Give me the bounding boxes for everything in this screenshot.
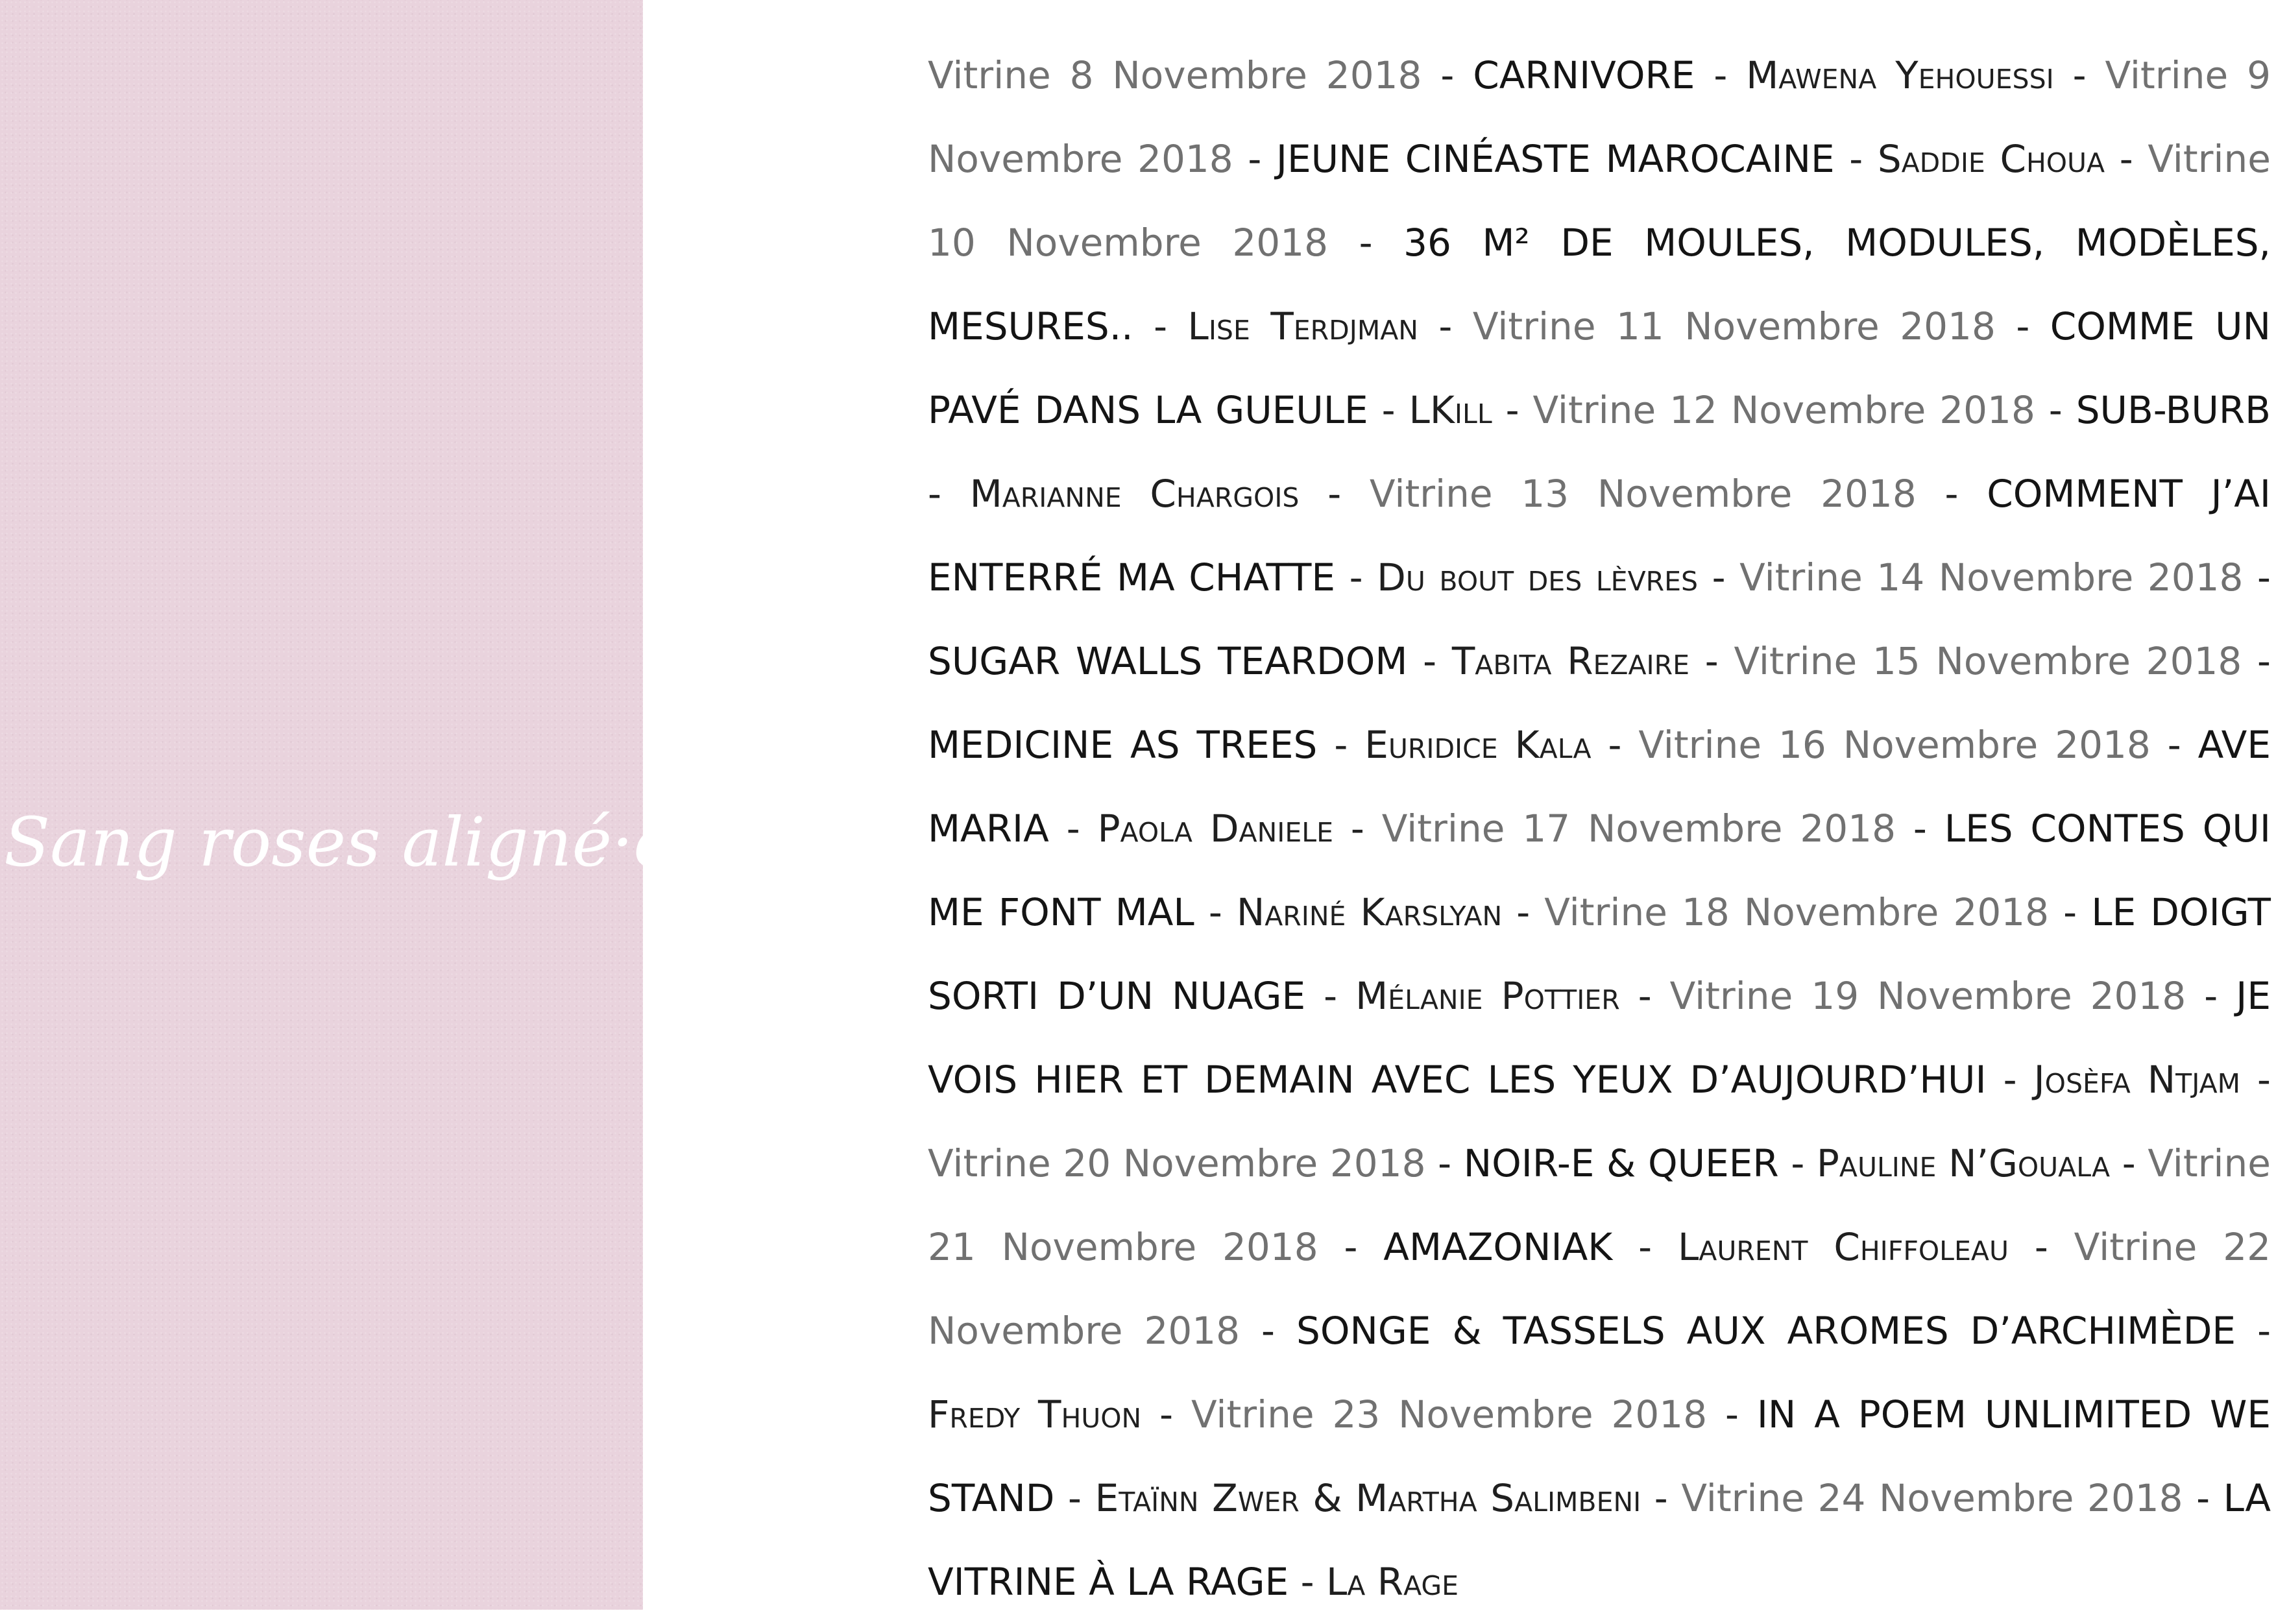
entry-date: Vitrine 19 Novembre 2018 bbox=[1669, 974, 2186, 1018]
entry-date: Vitrine 17 Novembre 2018 bbox=[1381, 806, 1896, 851]
separator: - bbox=[1619, 974, 1670, 1018]
entry-date: Vitrine 16 Novembre 2018 bbox=[1638, 723, 2151, 767]
separator: - bbox=[2008, 1225, 2074, 1269]
entry-artist: Du bout des lèvres bbox=[1377, 555, 1699, 600]
separator: - bbox=[2186, 974, 2236, 1018]
entry-date: Vitrine 13 Novembre 2018 bbox=[1369, 472, 1917, 516]
separator: - bbox=[2236, 1309, 2271, 1353]
separator: - bbox=[1368, 388, 1409, 432]
separator: - bbox=[2035, 388, 2076, 432]
separator: - bbox=[1689, 639, 1734, 683]
entry-date: Vitrine 22 Novembre 2018 bbox=[928, 1225, 2271, 1353]
entry-artist: Pauline N’Gouala bbox=[1816, 1141, 2111, 1185]
entry-title: JE VOIS HIER ET DEMAIN AVEC LES YEUX D’AUJOURD’HUI bbox=[928, 974, 2271, 1102]
separator: - bbox=[1240, 1309, 1296, 1353]
entry-date: Vitrine 15 Novembre 2018 bbox=[1734, 639, 2242, 683]
entry-artist: Laurent Chiffoleau bbox=[1677, 1225, 2009, 1269]
entry-title: IN A POEM UNLIMITED WE STAND bbox=[928, 1392, 2271, 1520]
entry-artist: Mélanie Pottier bbox=[1355, 974, 1620, 1018]
separator: - bbox=[2110, 1141, 2148, 1185]
separator: - bbox=[1778, 1141, 1817, 1185]
separator: - bbox=[1048, 806, 1098, 851]
entry-title: SUB-BURB bbox=[2076, 388, 2271, 432]
entry-date: Vitrine 23 Novembre 2018 bbox=[1191, 1392, 1708, 1436]
entry-title: AVE MARIA bbox=[928, 723, 2271, 851]
entry-date: Vitrine 12 Novembre 2018 bbox=[1532, 388, 2035, 432]
entry-title: SONGE & TASSELS AUX AROMES D’ARCHIMÈDE bbox=[1296, 1309, 2236, 1353]
separator: - bbox=[1834, 137, 1878, 181]
separator: - bbox=[1289, 1560, 1326, 1604]
separator: - bbox=[1305, 974, 1356, 1018]
entry-title: NOIR-E & QUEER bbox=[1463, 1141, 1779, 1185]
separator: - bbox=[1425, 1141, 1464, 1185]
separator: - bbox=[1233, 137, 1276, 181]
separator: - bbox=[1141, 1392, 1191, 1436]
side-panel bbox=[0, 0, 730, 1610]
separator: - bbox=[2053, 53, 2105, 97]
separator: - bbox=[1695, 53, 1747, 97]
entry-title: LA VITRINE À LA RAGE bbox=[928, 1476, 2271, 1604]
separator: - bbox=[1995, 304, 2050, 348]
entry-artist: LKill bbox=[1409, 388, 1492, 432]
entry-date: Vitrine 21 Novembre 2018 bbox=[928, 1141, 2271, 1269]
entry-title: AMAZONIAK bbox=[1383, 1225, 1613, 1269]
separator: - bbox=[1299, 472, 1370, 516]
entry-date: Vitrine 18 Novembre 2018 bbox=[1544, 890, 2050, 934]
separator: - bbox=[1612, 1225, 1678, 1269]
entry-date: Vitrine 14 Novembre 2018 bbox=[1739, 555, 2244, 600]
separator: - bbox=[1418, 304, 1473, 348]
separator: - bbox=[1698, 555, 1740, 600]
entry-artist: Paola Daniele bbox=[1097, 806, 1333, 851]
separator: - bbox=[1641, 1476, 1682, 1520]
separator: - bbox=[1896, 806, 1944, 851]
separator: - bbox=[2240, 1058, 2271, 1102]
entry-date: Vitrine 10 Novembre 2018 bbox=[928, 137, 2271, 265]
separator: - bbox=[1492, 388, 1533, 432]
entry-title: CARNIVORE bbox=[1473, 53, 1695, 97]
separator: - bbox=[2243, 555, 2271, 600]
separator: - bbox=[1986, 1058, 2034, 1102]
entry-artist: Etaïnn Zwer & Martha Salimbeni bbox=[1095, 1476, 1641, 1520]
separator: - bbox=[1328, 221, 1404, 265]
separator: - bbox=[1054, 1476, 1095, 1520]
entry-date: Vitrine 8 Novembre 2018 bbox=[928, 53, 1422, 97]
agenda-text bbox=[928, 34, 2271, 1624]
entry-artist: Lise Terdjman bbox=[1187, 304, 1418, 348]
entry-date: Vitrine 11 Novembre 2018 bbox=[1472, 304, 1996, 348]
entry-title: COMMENT J’AI ENTERRÉ MA CHATTE bbox=[928, 472, 2271, 600]
separator: - bbox=[1707, 1392, 1757, 1436]
entry-artist: Mawena Yehouessi bbox=[1746, 53, 2054, 97]
entry-title: SUGAR WALLS TEARDOM bbox=[928, 639, 1408, 683]
separator: - bbox=[1502, 890, 1545, 934]
entry-artist: La Rage bbox=[1326, 1560, 1459, 1604]
separator: - bbox=[1591, 723, 1639, 767]
entry-title: LES CONTES QUI ME FONT MAL bbox=[928, 806, 2271, 934]
separator: - bbox=[1318, 1225, 1384, 1269]
separator: - bbox=[2242, 639, 2271, 683]
entry-title: JEUNE CINÉASTE MAROCAINE bbox=[1276, 137, 1835, 181]
entry-artist: Josèfa Ntjam bbox=[2033, 1058, 2240, 1102]
separator: - bbox=[2183, 1476, 2223, 1520]
separator: - bbox=[928, 472, 970, 516]
entry-artist: Nariné Karslyan bbox=[1236, 890, 1503, 934]
separator: - bbox=[1333, 806, 1382, 851]
entry-artist: Saddie Choua bbox=[1877, 137, 2105, 181]
entry-title: LE DOIGT SORTI D’UN NUAGE bbox=[928, 890, 2271, 1018]
separator: - bbox=[2049, 890, 2092, 934]
entry-date: Vitrine 24 Novembre 2018 bbox=[1681, 1476, 2183, 1520]
separator: - bbox=[1133, 304, 1188, 348]
separator: - bbox=[1317, 723, 1365, 767]
entry-artist: Fredy Thuon bbox=[928, 1392, 1142, 1436]
separator: - bbox=[2150, 723, 2198, 767]
entry-title: 36 M² DE MOULES, MODULES, MODÈLES, MESURES.. bbox=[928, 221, 2271, 348]
separator: - bbox=[2105, 137, 2148, 181]
entry-date: Vitrine 9 Novembre 2018 bbox=[928, 53, 2271, 181]
entry-title: MEDICINE AS TREES bbox=[928, 723, 1318, 767]
entry-artist: Euridice Kala bbox=[1364, 723, 1592, 767]
separator: - bbox=[1335, 555, 1377, 600]
separator: - bbox=[1407, 639, 1452, 683]
entry-date: Vitrine 20 Novembre 2018 bbox=[928, 1141, 1426, 1185]
entry-artist: Tabita Rezaire bbox=[1451, 639, 1690, 683]
separator: - bbox=[1422, 53, 1473, 97]
entry-title: COMME UN PAVÉ DANS LA GUEULE bbox=[928, 304, 2271, 432]
separator: - bbox=[1916, 472, 1987, 516]
entry-artist: Marianne Chargois bbox=[969, 472, 1300, 516]
separator: - bbox=[1194, 890, 1237, 934]
side-title: Sang roses aligné·e·s bbox=[4, 803, 730, 882]
